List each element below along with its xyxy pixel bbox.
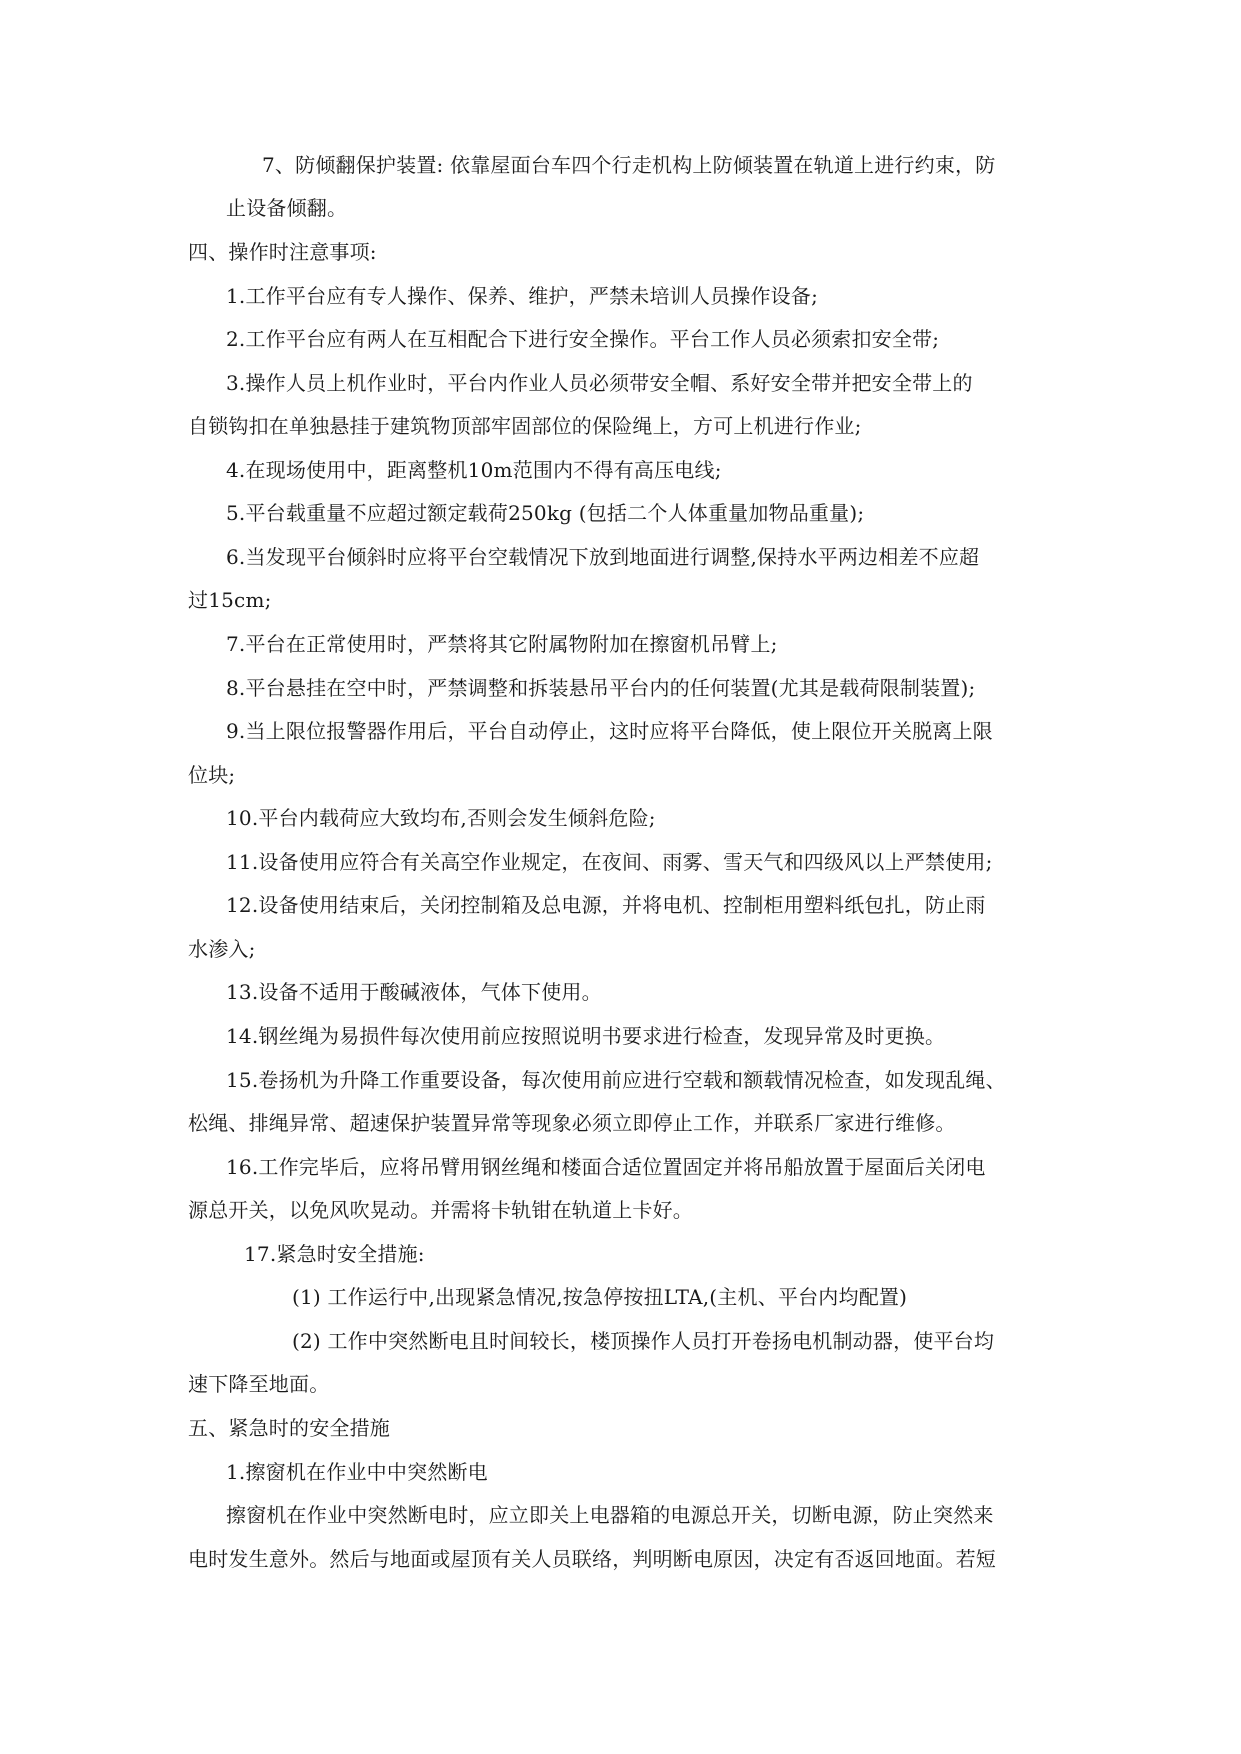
text-line: 7.平台在正常使用时，严禁将其它附属物附加在擦窗机吊臂上; bbox=[226, 632, 778, 656]
text-line: 12.设备使用结束后，关闭控制箱及总电源，并将电机、控制柜用塑料纸包扎，防止雨 bbox=[226, 893, 986, 917]
text-line: 源总开关，以免风吹晃动。并需将卡轨钳在轨道上卡好。 bbox=[188, 1198, 693, 1222]
text-line: 10.平台内载荷应大致均布,否则会发生倾斜危险; bbox=[226, 806, 656, 830]
text-line: (1) 工作运行中,出现紧急情况,按急停按扭LTA,(主机、平台内均配置) bbox=[292, 1285, 908, 1309]
text-line: 4.在现场使用中，距离整机10m范围内不得有高压电线; bbox=[226, 458, 722, 482]
text-line: 擦窗机在作业中突然断电时，应立即关上电器箱的电源总开关，切断电源，防止突然来 bbox=[226, 1503, 994, 1527]
text-line: 水渗入; bbox=[188, 937, 256, 961]
text-line: 止设备倾翻。 bbox=[226, 196, 348, 220]
text-line: 16.工作完毕后，应将吊臂用钢丝绳和楼面合适位置固定并将吊船放置于屋面后关闭电 bbox=[226, 1155, 986, 1179]
text-line: 位块; bbox=[188, 763, 236, 787]
text-line: 9.当上限位报警器作用后，平台自动停止，这时应将平台降低，使上限位开关脱离上限 bbox=[226, 719, 993, 743]
text-line: 2.工作平台应有两人在互相配合下进行安全操作。平台工作人员必须索扣安全带; bbox=[226, 327, 940, 351]
section-heading: 四、操作时注意事项: bbox=[188, 240, 377, 264]
text-line: 15.卷扬机为升降工作重要设备，每次使用前应进行空载和额载情况检查，如发现乱绳、 bbox=[226, 1068, 1006, 1092]
text-line: 8.平台悬挂在空中时，严禁调整和拆装悬吊平台内的任何装置(尤其是载荷限制装置); bbox=[226, 676, 976, 700]
text-line: 自锁钩扣在单独悬挂于建筑物顶部牢固部位的保险绳上，方可上机进行作业; bbox=[188, 414, 862, 438]
subsection-heading: 1.擦窗机在作业中中突然断电 bbox=[226, 1460, 488, 1484]
text-line: 14.钢丝绳为易损件每次使用前应按照说明书要求进行检查，发现异常及时更换。 bbox=[226, 1024, 946, 1048]
text-line: 3.操作人员上机作业时，平台内作业人员必须带安全帽、系好安全带并把安全带上的 bbox=[226, 371, 973, 395]
text-line: 5.平台载重量不应超过额定载荷250kg (包括二个人体重量加物品重量); bbox=[226, 501, 865, 525]
text-line: 电时发生意外。然后与地面或屋顶有关人员联络，判明断电原因，决定有否返回地面。若短 bbox=[188, 1547, 996, 1571]
text-line: 松绳、排绳异常、超速保护装置异常等现象必须立即停止工作，并联系厂家进行维修。 bbox=[188, 1111, 956, 1135]
text-line: 速下降至地面。 bbox=[188, 1372, 330, 1396]
section-heading: 五、紧急时的安全措施 bbox=[188, 1416, 390, 1440]
text-line: 1.工作平台应有专人操作、保养、维护，严禁未培训人员操作设备; bbox=[226, 284, 819, 308]
text-line: (2) 工作中突然断电且时间较长，楼顶操作人员打开卷扬电机制动器，使平台均 bbox=[292, 1329, 995, 1353]
subsection-heading: 17.紧急时安全措施: bbox=[244, 1242, 425, 1266]
text-line: 11.设备使用应符合有关高空作业规定，在夜间、雨雾、雪天气和四级风以上严禁使用; bbox=[226, 850, 993, 874]
text-line: 过15cm; bbox=[188, 588, 272, 612]
text-line: 13.设备不适用于酸碱液体，气体下使用。 bbox=[226, 980, 602, 1004]
text-line: 7、防倾翻保护装置: 依靠屋面台车四个行走机构上防倾装置在轨道上进行约束，防 bbox=[262, 153, 996, 177]
text-line: 6.当发现平台倾斜时应将平台空载情况下放到地面进行调整,保持水平两边相差不应超 bbox=[226, 545, 980, 569]
